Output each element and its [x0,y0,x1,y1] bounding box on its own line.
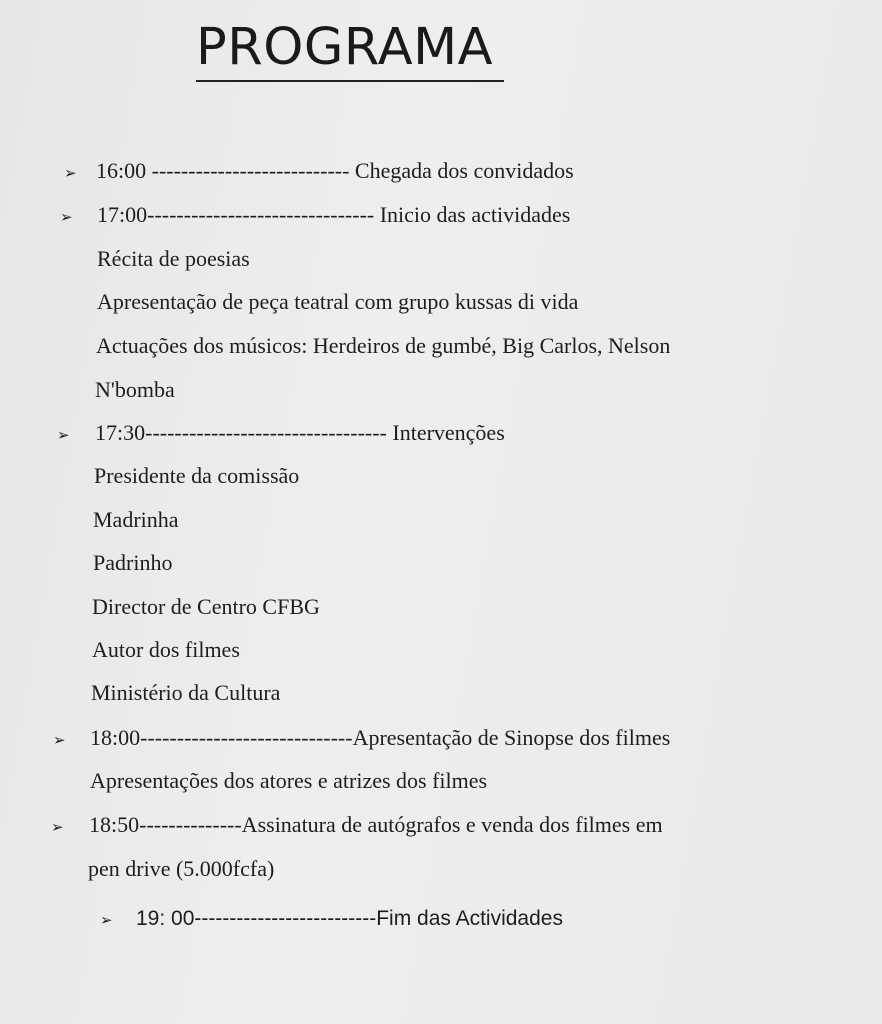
activity-item-continuation: N'bomba [95,377,175,402]
speaker-item: Autor dos filmes [92,637,240,662]
schedule-line: 16:00 --------------------------- Chegada dos convidados [96,158,574,183]
schedule-line: 18:50--------------Assinatura de autógrafos e venda dos filmes em [89,812,663,837]
arrow-bullet-icon: ➢ [64,164,77,182]
speaker-item: Ministério da Cultura [91,680,281,705]
schedule-line: 18:00-----------------------------Apresentação de Sinopse dos filmes [90,725,671,750]
activity-item: Apresentações dos atores e atrizes dos filmes [90,768,488,793]
activity-item: Apresentação de peça teatral com grupo kussas di vida [97,289,579,314]
schedule-line: 17:30--------------------------------- Intervenções [95,420,505,445]
speaker-item: Padrinho [93,550,173,575]
arrow-bullet-icon: ➢ [51,818,64,836]
speaker-item: Presidente da comissão [94,463,300,488]
arrow-bullet-icon: ➢ [60,208,73,226]
page-title: PROGRAMA [196,18,494,77]
arrow-bullet-icon: ➢ [57,426,70,444]
schedule-line-continuation: pen drive (5.000fcfa) [88,856,275,881]
schedule-line: 19: 00--------------------------Fim das Actividades [136,907,563,930]
arrow-bullet-icon: ➢ [100,911,113,929]
speaker-item: Madrinha [93,507,179,532]
activity-item: Récita de poesias [97,246,250,271]
speaker-item: Director de Centro CFBG [92,594,320,619]
activity-item: Actuações dos músicos: Herdeiros de gumbé, Big Carlos, Nelson [96,333,671,358]
title-underline [196,80,504,82]
arrow-bullet-icon: ➢ [53,731,66,749]
schedule-line: 17:00------------------------------- Inicio das actividades [97,202,571,227]
